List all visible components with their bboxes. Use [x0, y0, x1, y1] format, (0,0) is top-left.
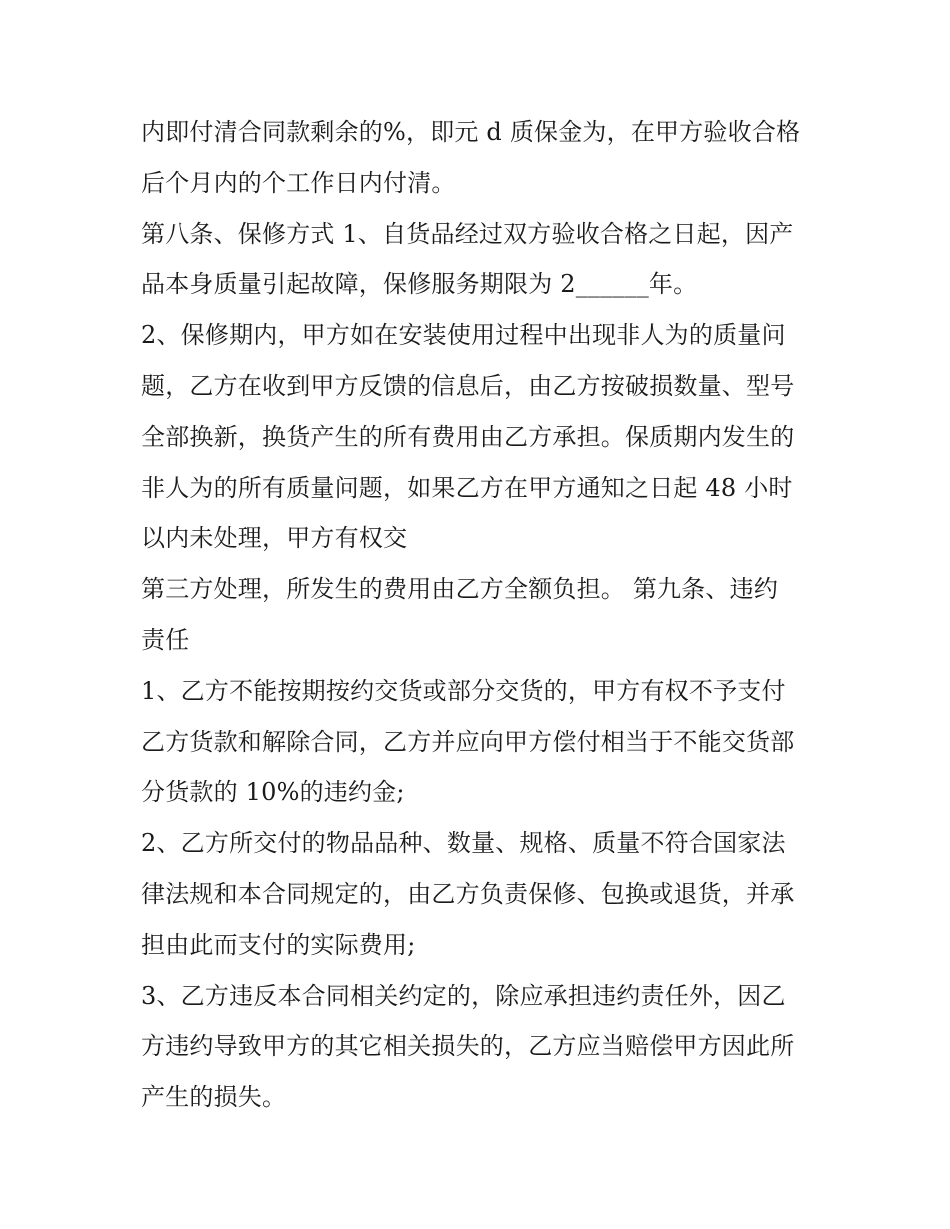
text-line: 律法规和本合同规定的，由乙方负责保修、包换或退货，并承	[141, 879, 795, 908]
text-line: 内即付清合同款剩余的%，即元 d 质保金为，在甲方验收合格	[141, 118, 801, 146]
text-line: 以内未处理，甲方有权交	[141, 524, 408, 553]
text-line: 责任	[141, 625, 190, 654]
text-line: 第三方处理，所发生的费用由乙方全额负担。 第九条、违约	[141, 575, 779, 604]
text-line: 题，乙方在收到甲方反馈的信息后，由乙方按破损数量、型号	[141, 371, 795, 400]
text-line: 2、乙方所交付的物品品种、数量、规格、质量不符合国家法	[141, 829, 786, 858]
text-line: 1、乙方不能按期按约交货或部分交货的，甲方有权不予支付	[141, 676, 786, 705]
text-line: 方违约导致甲方的其它相关损失的，乙方应当赔偿甲方因此所	[141, 1032, 795, 1061]
text-line: 全部换新，换货产生的所有费用由乙方承担。保质期内发生的	[141, 422, 795, 451]
text-line: 产生的损失。	[141, 1083, 287, 1112]
text-line: 非人为的所有质量问题，如果乙方在甲方通知之日起 48 小时	[141, 473, 793, 502]
text-line: 担由此而支付的实际费用;	[141, 930, 416, 959]
text-line: 第八条、保修方式 1、自货品经过双方验收合格之日起，因产	[141, 219, 794, 248]
text-line: 3、乙方违反本合同相关约定的，除应承担违约责任外，因乙	[141, 981, 786, 1010]
contract-text	[141, 107, 831, 1123]
text-line: 后个月内的个工作日内付清。	[141, 168, 456, 197]
text-line: 2、保修期内，甲方如在安装使用过程中出现非人为的质量问	[141, 321, 786, 350]
text-line: 品本身质量引起故障，保修服务期限为 2______年。	[141, 270, 698, 299]
text-line: 分货款的 10%的违约金;	[141, 778, 405, 807]
text-line: 乙方货款和解除合同，乙方并应向甲方偿付相当于不能交货部	[141, 727, 795, 756]
